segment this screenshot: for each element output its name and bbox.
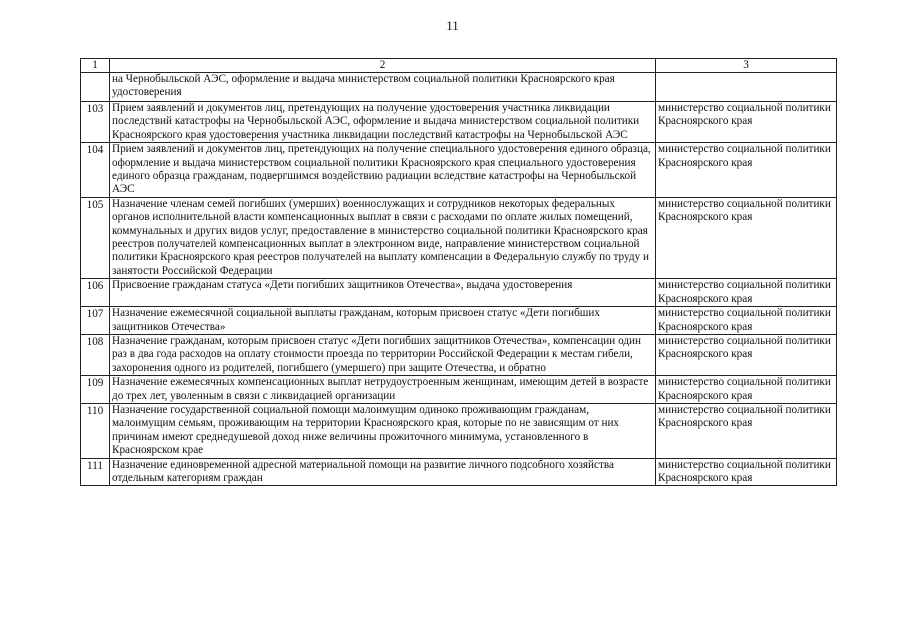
row-organization-cell: министерство социальной политики Красноярского края: [656, 376, 837, 404]
row-organization-cell: министерство социальной политики Красноярского края: [656, 403, 837, 458]
table-row: [81, 458, 837, 486]
row-number-cell: 110: [81, 403, 110, 458]
row-description-cell: Прием заявлений и документов лиц, претендующих на получение специального удостоверения единого образца, оформление и выдача министерством социальной политики Красноярского края специального удостоверения единого образца гражданам, подвергшимся воздействию радиации вследствие катастрофы на Чернобыльской АЭС: [110, 143, 656, 198]
column-header-description: 2: [110, 59, 656, 73]
row-organization-cell: министерство социальной политики Красноярского края: [656, 279, 837, 307]
column-header-number: 1: [81, 59, 110, 73]
table-row: [81, 102, 837, 143]
row-description-cell: Назначение государственной социальной помощи малоимущим одиноко проживающим гражданам, малоимущим семьям, проживающим на территории Красноярского края, которые по не зависящим от них причинам имеют среднедушевой доход ниже величины прожиточного минимума, установленного в Красноярском крае: [110, 403, 656, 458]
row-organization-cell: [656, 73, 837, 102]
row-description-cell: Назначение единовременной адресной материальной помощи на развитие личного подсобного хозяйства отдельным категориям граждан: [110, 458, 656, 486]
table-row: [81, 376, 837, 404]
row-number-cell: 111: [81, 458, 110, 486]
column-header-organization: 3: [656, 59, 837, 73]
row-description-cell: Прием заявлений и документов лиц, претендующих на получение удостоверения участника ликвидации последствий катастрофы на Чернобыльской АЭС, оформление и выдача министерством социальной политики Красноярского края удостоверения участника ликвидации последствий катастрофы на Чернобыльской АЭС: [110, 102, 656, 143]
table-row: [81, 143, 837, 198]
row-number-cell: 104: [81, 143, 110, 198]
table-row: [81, 403, 837, 458]
row-description-cell: Присвоение гражданам статуса «Дети погибших защитников Отечества», выдача удостоверения: [110, 279, 656, 307]
table-row: [81, 334, 837, 375]
table-row: [81, 197, 837, 278]
table-header-row: [81, 59, 837, 73]
row-description-cell: Назначение ежемесячной социальной выплаты гражданам, которым присвоен статус «Дети погибших защитников Отечества»: [110, 307, 656, 335]
row-organization-cell: министерство социальной политики Красноярского края: [656, 143, 837, 198]
row-organization-cell: министерство социальной политики Красноярского края: [656, 102, 837, 143]
row-description-cell: Назначение ежемесячных компенсационных выплат нетрудоустроенным женщинам, имеющим детей в возрасте до трех лет, уволенным в связи с ликвидацией организации: [110, 376, 656, 404]
row-organization-cell: министерство социальной политики Красноярского края: [656, 197, 837, 278]
row-number-cell: [81, 73, 110, 102]
services-table: [80, 58, 837, 486]
row-description-cell: Назначение членам семей погибших (умерших) военнослужащих и сотрудников некоторых федеральных органов исполнительной власти компенсационных выплат в связи с расходами по оплате жилых помещений, коммунальных и других видов услуг, предоставление в министерство социальной политики Красноярского края реестров получателей компенсационных выплат в электронном виде, направление министерством социальной политики Красноярского края реестров получателей на выплату компенсации в Федеральную службу по труду и занятости Российской Федерации: [110, 197, 656, 278]
table-row: [81, 307, 837, 335]
page-number: 11: [446, 18, 459, 33]
row-number-cell: 103: [81, 102, 110, 143]
row-description-cell: Назначение гражданам, которым присвоен статус «Дети погибших защитников Отечества», компенсации один раз в два года расходов на оплату стоимости проезда по территории Российской Федерации к местам гибели, захоронения одного из родителей, погибшего (умершего) при защите Отечества, и обратно: [110, 334, 656, 375]
table-row: [81, 279, 837, 307]
row-number-cell: 109: [81, 376, 110, 404]
row-organization-cell: министерство социальной политики Красноярского края: [656, 307, 837, 335]
row-number-cell: 107: [81, 307, 110, 335]
row-number-cell: 105: [81, 197, 110, 278]
row-organization-cell: министерство социальной политики Красноярского края: [656, 334, 837, 375]
row-description-cell: на Чернобыльской АЭС, оформление и выдача министерством социальной политики Красноярского края удостоверения: [110, 73, 656, 102]
table-row-continuation: [81, 73, 837, 102]
row-number-cell: 108: [81, 334, 110, 375]
row-organization-cell: министерство социальной политики Красноярского края: [656, 458, 837, 486]
row-number-cell: 106: [81, 279, 110, 307]
